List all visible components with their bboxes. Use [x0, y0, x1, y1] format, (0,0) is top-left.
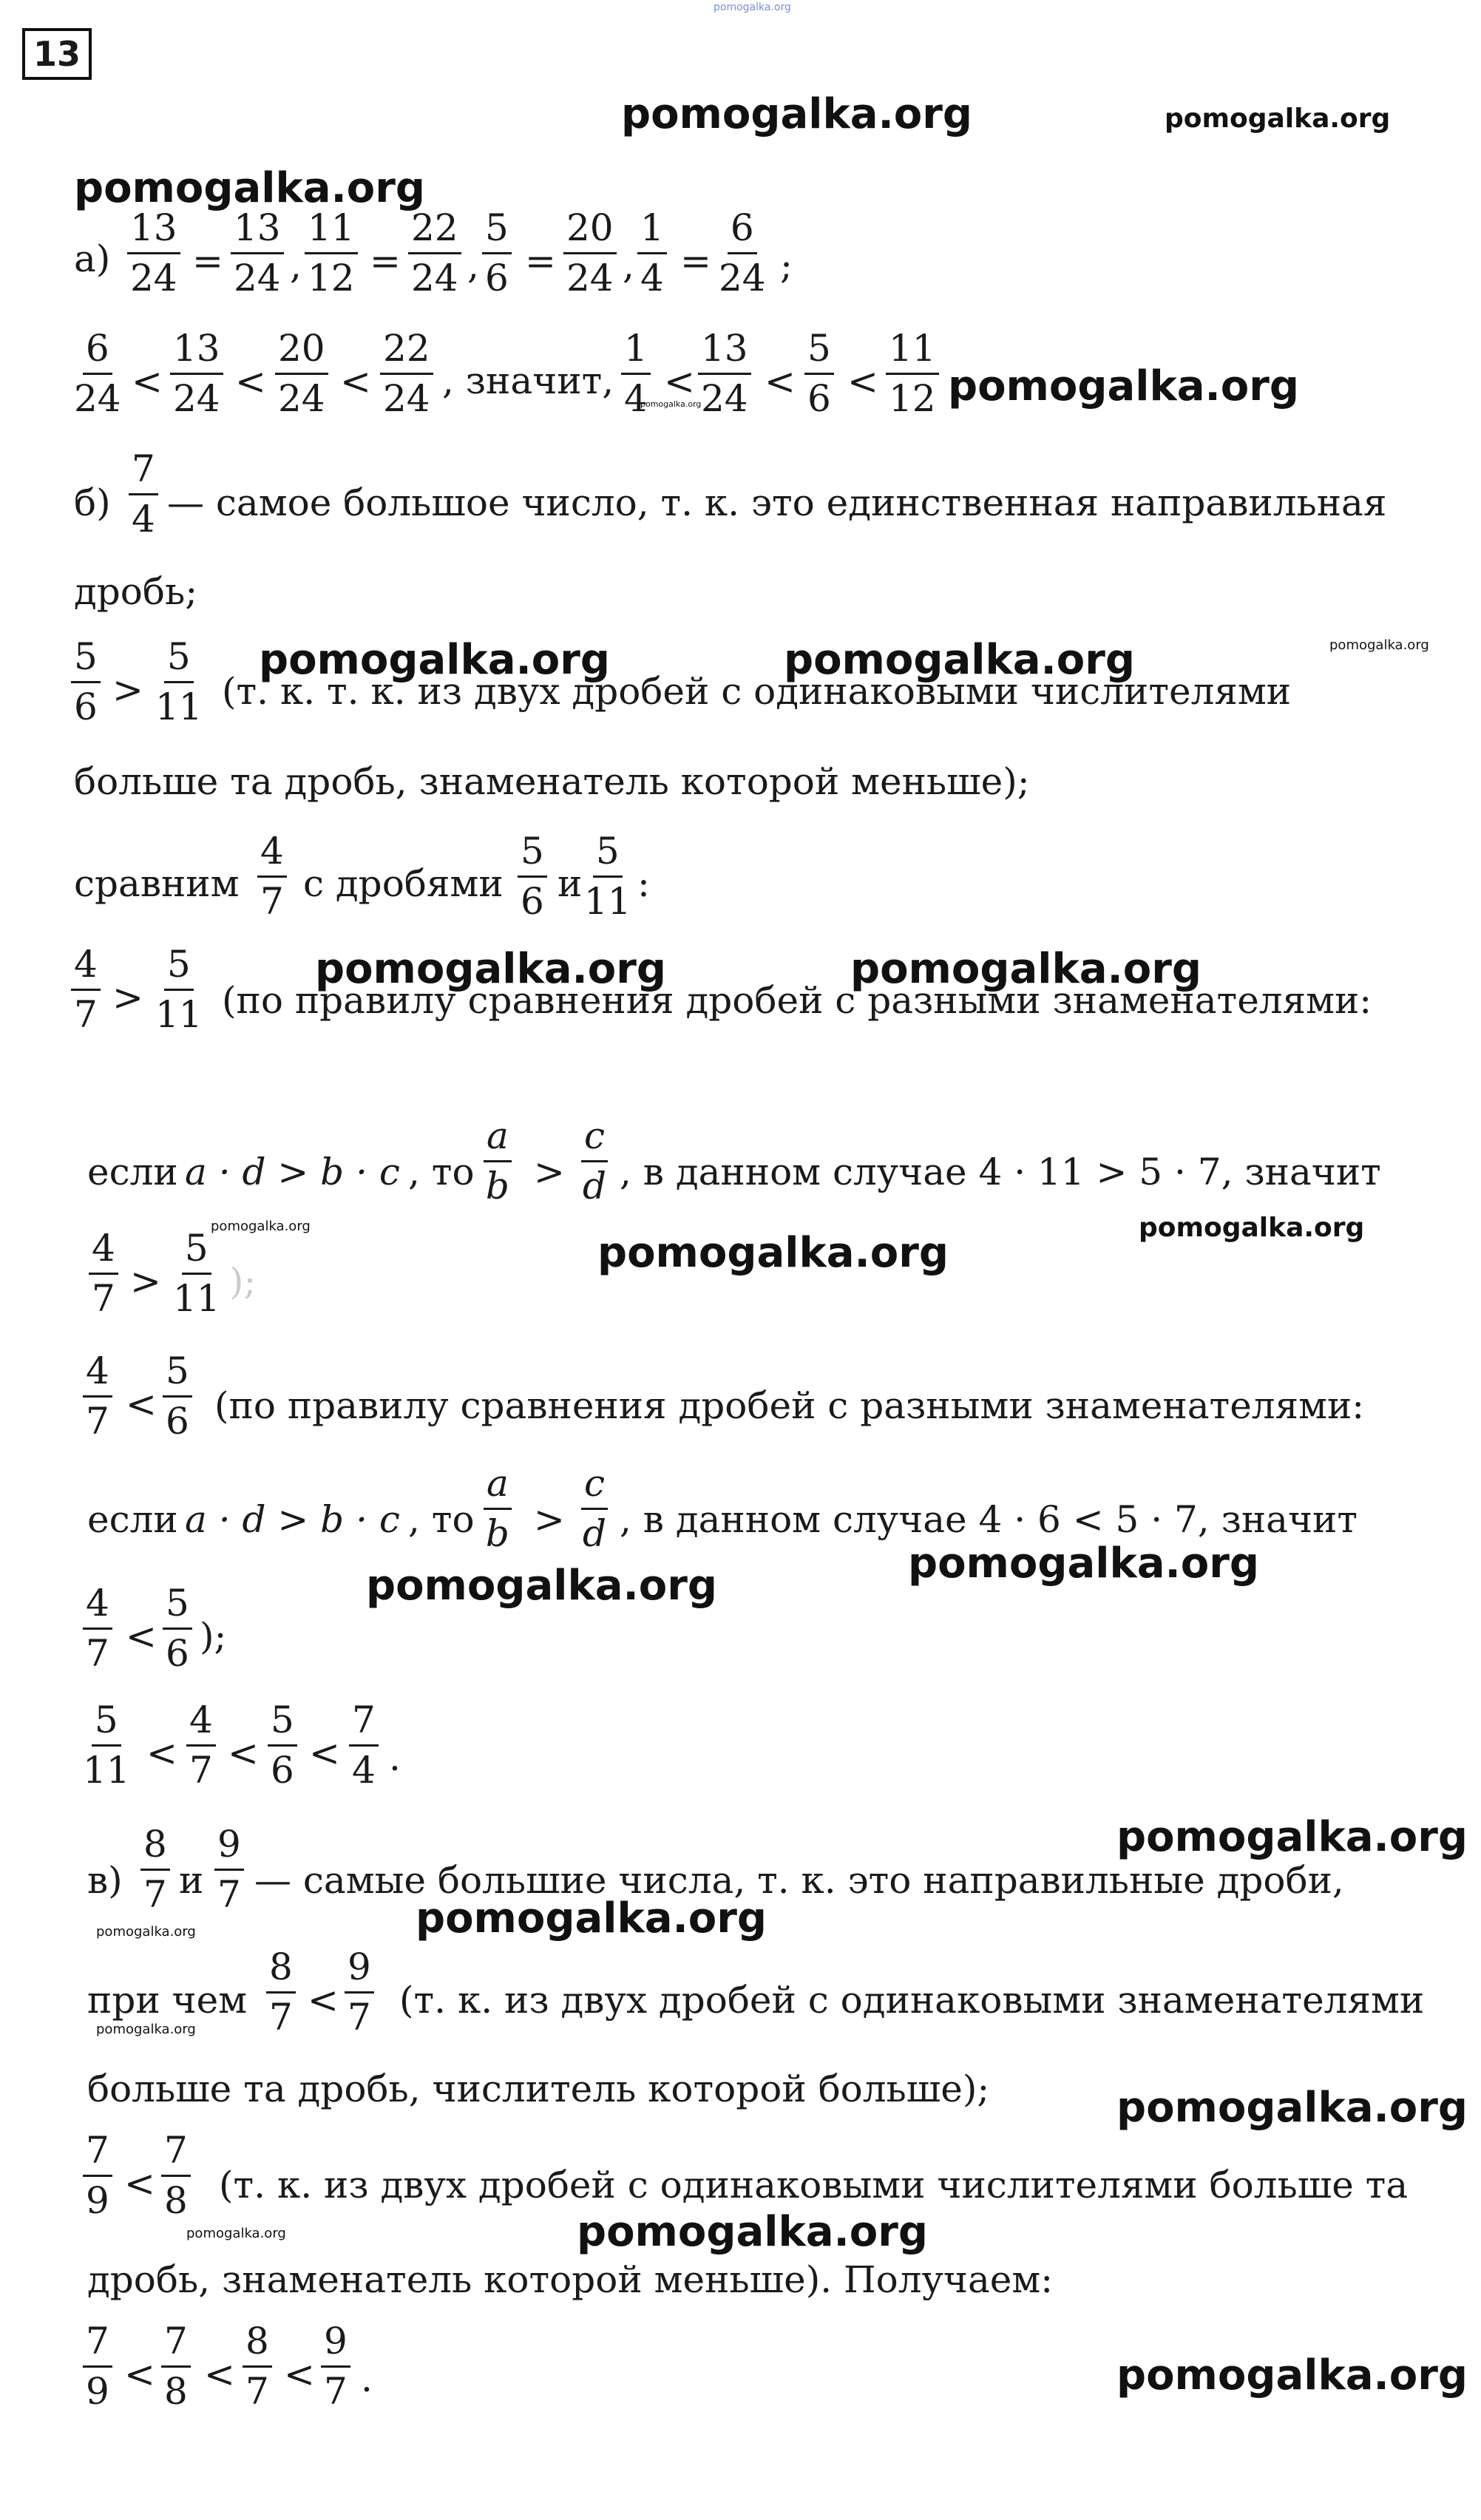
comma: ,: [467, 244, 479, 287]
comma: ,: [623, 244, 634, 287]
text-line: дробь;: [74, 570, 198, 613]
text-line: при чем: [87, 1979, 248, 2022]
fraction: $\frac{13}{24}$: [127, 209, 180, 297]
watermark[interactable]: pomogalka.org: [908, 1540, 1259, 1588]
fraction: $\frac{4}{7}$: [83, 1352, 112, 1440]
text-line: (по правилу сравнения дробей с разными знаменателями:: [222, 979, 1372, 1022]
fraction: $\frac{5}{11}$: [155, 943, 203, 1036]
less-sign: <: [126, 1615, 157, 1658]
less-sign: <: [284, 2353, 315, 2396]
equals-sign: =: [525, 240, 556, 282]
fraction: $\frac{5}{6}$: [163, 1352, 192, 1440]
rule-expression: a · d > b · c: [185, 1498, 400, 1541]
text-line: сравним: [74, 862, 240, 905]
watermark-tiny[interactable]: pomogalka.org: [640, 399, 702, 409]
greater-sign: >: [534, 1498, 565, 1541]
text-line: и: [558, 862, 583, 905]
fraction: $\frac{1}{4}$: [621, 329, 651, 418]
less-sign: <: [309, 1732, 340, 1775]
watermark[interactable]: pomogalka.org: [948, 362, 1299, 410]
fraction: $\frac{4}{7}$: [257, 832, 287, 921]
text-line: , то: [408, 1151, 475, 1193]
less-sign: <: [340, 360, 371, 403]
watermark-small[interactable]: pomogalka.org: [211, 1219, 311, 1234]
fraction: $\frac{5}{6}$: [71, 637, 101, 726]
task-number: 13: [22, 28, 92, 80]
text-line: если: [87, 1498, 178, 1541]
fraction: $\frac{5}{11}$: [155, 635, 203, 728]
fraction: $\frac{4}{7}$: [71, 945, 101, 1034]
fraction: $\frac{20}{24}$: [563, 209, 617, 297]
semicolon: ;: [780, 244, 793, 287]
fraction: $\frac{5}{6}$: [268, 1701, 297, 1789]
watermark[interactable]: pomogalka.org: [74, 164, 425, 212]
fraction: $\frac{11}{12}$: [886, 329, 939, 418]
less-sign: <: [124, 2162, 155, 2205]
part-v-label: в): [87, 1859, 123, 1902]
text-line: (т. к. из двух дробей с одинаковыми знаменателями: [399, 1979, 1425, 2022]
watermark[interactable]: pomogalka.org: [259, 636, 610, 684]
fraction: $\frac{8}{7}$: [140, 1825, 170, 1914]
less-sign: <: [146, 1732, 177, 1775]
fraction-a-b: $\frac{a}{b}$: [484, 1464, 512, 1553]
comma: ,: [290, 244, 302, 287]
part-a-label: а): [74, 237, 111, 280]
fraction: $\frac{4}{7}$: [83, 1584, 112, 1673]
text-line: больше та дробь, числитель которой больше);: [87, 2067, 990, 2110]
equals-sign: =: [192, 240, 223, 282]
fraction: $\frac{13}{24}$: [170, 329, 223, 418]
watermark-small[interactable]: pomogalka.org: [96, 1924, 196, 1940]
text-line: (т. к. из двух дробей с одинаковыми числителями больше та: [219, 2164, 1409, 2206]
text-line: , то: [408, 1498, 475, 1541]
text-line: больше та дробь, знаменатель которой меньше);: [74, 760, 1030, 803]
less-sign: <: [847, 360, 878, 403]
text-line: , в данном случае 4 · 6 < 5 · 7, значит: [620, 1498, 1358, 1541]
fraction-a-b: $\frac{a}{b}$: [484, 1117, 512, 1205]
greater-sign: >: [130, 1260, 161, 1303]
text-znachit: , значит,: [442, 359, 614, 402]
less-sign: <: [126, 1383, 157, 1426]
watermark[interactable]: pomogalka.org: [1116, 2084, 1468, 2132]
less-sign: <: [204, 2353, 235, 2396]
less-sign: <: [765, 360, 796, 403]
fraction: $\frac{7}{9}$: [83, 2322, 112, 2411]
less-sign: <: [235, 360, 266, 403]
fraction: $\frac{13}{24}$: [698, 329, 751, 418]
watermark[interactable]: pomogalka.org: [577, 2208, 928, 2256]
fraction: $\frac{5}{11}$: [173, 1227, 220, 1320]
fraction: $\frac{5}{11}$: [83, 1698, 130, 1792]
fraction: $\frac{5}{6}$: [804, 329, 834, 418]
watermark[interactable]: pomogalka.org: [416, 1894, 767, 1942]
watermark[interactable]: pomogalka.org: [784, 636, 1135, 684]
fraction-c-d: $\frac{c}{d}$: [583, 1462, 607, 1555]
watermark[interactable]: pomogalka.org: [1165, 104, 1391, 134]
watermark-small[interactable]: pomogalka.org: [186, 2226, 286, 2241]
fraction: $\frac{7}{4}$: [349, 1701, 379, 1789]
fraction: $\frac{4}{7}$: [89, 1229, 118, 1318]
text-line: :: [637, 862, 650, 905]
part-b-label: б): [74, 481, 111, 524]
fraction: $\frac{6}{24}$: [719, 206, 766, 299]
fraction: $\frac{7}{4}$: [129, 450, 158, 538]
closing-paren: );: [200, 1615, 227, 1658]
fraction: $\frac{20}{24}$: [275, 329, 328, 418]
watermark[interactable]: pomogalka.org: [850, 945, 1202, 993]
text-line: (т. к. т. к. из двух дробей с одинаковыми числителями: [222, 670, 1292, 713]
fraction: $\frac{6}{24}$: [74, 327, 121, 420]
fraction: $\frac{9}{7}$: [214, 1825, 244, 1914]
watermark[interactable]: pomogalka.org: [1116, 1813, 1468, 1861]
watermark[interactable]: pomogalka.org: [1139, 1213, 1365, 1243]
fraction: $\frac{7}{8}$: [161, 2131, 191, 2220]
fraction: $\frac{5}{11}$: [584, 830, 631, 923]
text-line: дробь, знаменатель которой меньше). Получаем:: [87, 2258, 1054, 2301]
text-line: с дробями: [303, 862, 504, 905]
watermark-small[interactable]: pomogalka.org: [1329, 637, 1429, 653]
fraction: $\frac{13}{24}$: [231, 209, 284, 297]
fraction: $\frac{5}{6}$: [482, 209, 512, 297]
text-line: и: [179, 1859, 204, 1902]
equals-sign: =: [370, 240, 401, 282]
fraction: $\frac{8}{7}$: [243, 2322, 272, 2411]
fraction: $\frac{22}{24}$: [408, 209, 461, 297]
text-line: , в данном случае 4 · 11 > 5 · 7, значит: [620, 1151, 1381, 1193]
fraction: $\frac{7}{8}$: [161, 2322, 191, 2411]
watermark[interactable]: pomogalka.org: [1116, 2351, 1468, 2399]
less-sign: <: [124, 2353, 155, 2396]
watermark[interactable]: pomogalka.org: [315, 945, 666, 993]
text-line: (по правилу сравнения дробей с разными знаменателями:: [214, 1384, 1365, 1427]
text-line: — самое большое число, т. к. это единственная направильная: [167, 481, 1387, 524]
watermark-top[interactable]: pomogalka.org: [714, 1, 791, 13]
watermark[interactable]: pomogalka.org: [597, 1229, 949, 1277]
fraction: $\frac{7}{9}$: [83, 2131, 112, 2220]
fraction: $\frac{1}{4}$: [637, 209, 667, 297]
watermark[interactable]: pomogalka.org: [366, 1562, 717, 1610]
fraction: $\frac{5}{6}$: [163, 1584, 192, 1673]
less-sign: <: [228, 1732, 259, 1775]
greater-sign: >: [534, 1151, 565, 1193]
fraction: $\frac{9}{7}$: [345, 1948, 374, 2036]
less-sign: <: [132, 360, 163, 403]
fraction: $\frac{5}{6}$: [518, 832, 547, 921]
text-line: — самые большие числа, т. к. это направильные дроби,: [254, 1859, 1344, 1902]
less-sign: <: [664, 360, 695, 403]
fraction: $\frac{4}{7}$: [186, 1701, 216, 1789]
watermark-small[interactable]: pomogalka.org: [96, 2022, 196, 2037]
text-line: если: [87, 1151, 178, 1193]
closing-paren: );: [229, 1260, 257, 1303]
fraction: $\frac{8}{7}$: [266, 1948, 296, 2036]
equals-sign: =: [680, 240, 711, 282]
rule-expression: a · d > b · c: [185, 1151, 400, 1193]
period: .: [389, 1736, 401, 1779]
period: .: [361, 2357, 373, 2400]
fraction-c-d: $\frac{c}{d}$: [583, 1114, 607, 1208]
fraction: $\frac{9}{7}$: [321, 2322, 350, 2411]
fraction: $\frac{22}{24}$: [380, 329, 433, 418]
greater-sign: >: [112, 668, 143, 711]
greater-sign: >: [112, 976, 143, 1019]
watermark[interactable]: pomogalka.org: [621, 90, 972, 138]
less-sign: <: [308, 1979, 339, 2022]
fraction: $\frac{11}{12}$: [305, 209, 358, 297]
